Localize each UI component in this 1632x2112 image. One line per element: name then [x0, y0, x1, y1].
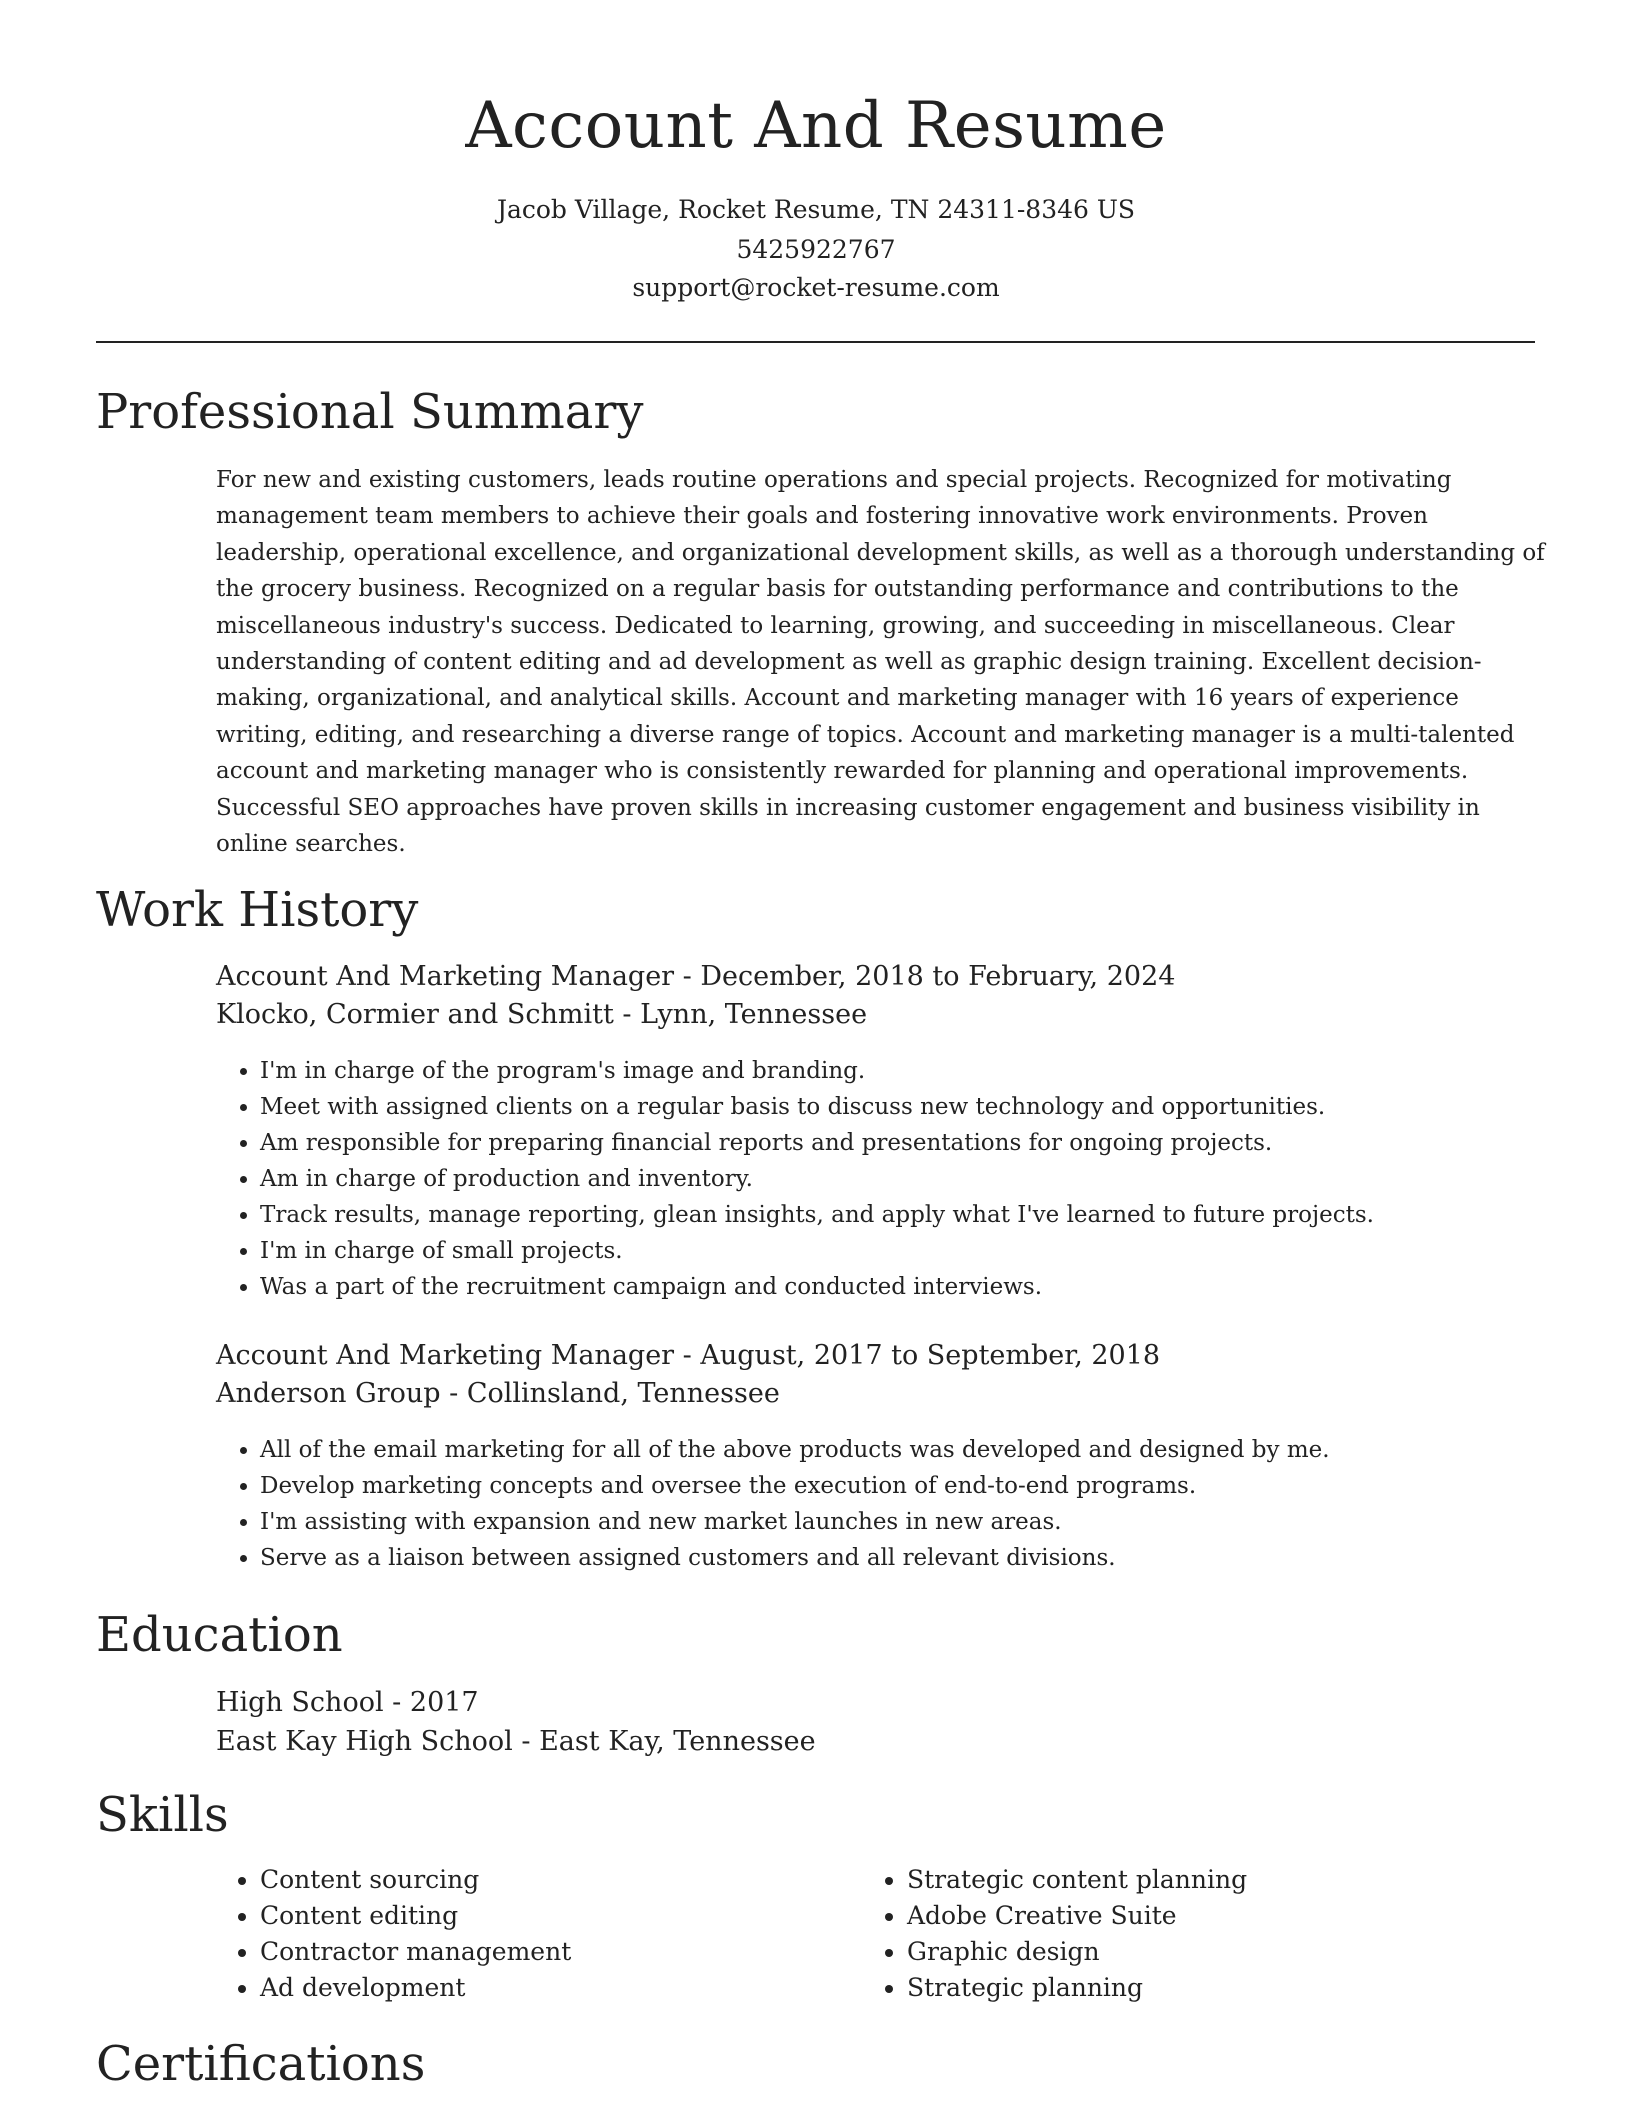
job-title-1: Account And Marketing Manager - December, 2018 to February, 2024	[216, 961, 1176, 992]
section-title-work-history: Work History	[96, 882, 419, 938]
list-item: • Contractor management	[260, 1934, 860, 1970]
education-school: East Kay High School	[216, 1726, 513, 1757]
job-dates: August, 2017 to September, 2018	[700, 1340, 1161, 1371]
list-item: • Content sourcing	[260, 1862, 860, 1898]
list-item: • Strategic content planning	[907, 1862, 1547, 1898]
list-item: • Develop marketing concepts and oversee the execution of end-to-end programs.	[260, 1468, 1560, 1504]
list-item: • Ad development	[260, 1970, 860, 2006]
list-item: • All of the email marketing for all of the above products was developed and designed by me.	[260, 1432, 1560, 1468]
list-item: • Adobe Creative Suite	[907, 1898, 1547, 1934]
job-role: Account And Marketing Manager	[216, 1340, 675, 1371]
contact-address: Jacob Village, Rocket Resume, TN 24311-8346 US	[496, 195, 1136, 224]
section-title-summary: Professional Summary	[96, 384, 644, 440]
section-title-certifications: Certifications	[96, 2036, 426, 2092]
job-company-2: Anderson Group - Collinsland, Tennessee	[216, 1378, 780, 1409]
education-degree-line: High School - 2017	[216, 1687, 479, 1718]
skills-list-right	[863, 1862, 1547, 2006]
job-role: Account And Marketing Manager	[216, 961, 675, 992]
education-school-line: East Kay High School - East Kay, Tennessee	[216, 1726, 816, 1757]
job-employer: Klocko, Cormier and Schmitt	[216, 999, 614, 1030]
list-item: • I'm in charge of the program's image and branding.	[260, 1053, 1560, 1089]
list-item: • Strategic planning	[907, 1970, 1547, 2006]
list-item: • Am responsible for preparing financial reports and presentations for ongoing projects.	[260, 1125, 1560, 1161]
header-divider	[96, 341, 1535, 343]
list-item: • Track results, manage reporting, glean insights, and apply what I've learned to future projects.	[260, 1197, 1560, 1233]
summary-text: For new and existing customers, leads routine operations and special projects. Recognized for motivating management team members to achieve their goals and fostering innovative work environments. Proven leadership, operational excellence, and organizational development skills, as well as a thorough understanding of the grocery business. Recognized on a regular basis for outstanding performance and contributions to the miscellaneous industry's success. Dedicated to learning, growing, and succeeding in miscellaneous. Clear understanding of content editing and ad development as well as graphic design training. Excellent decision-making, organizational, and analytical skills. Account and marketing manager with 16 years of experience writing, editing, and researching a diverse range of topics. Account and marketing manager is a multi-talented account and marketing manager who is consistently rewarded for planning and operational improvements. Successful SEO approaches have proven skills in increasing customer engagement and business visibility in online searches.	[216, 467, 1545, 858]
job-2-duties	[216, 1432, 1560, 1576]
education-year: 2017	[409, 1687, 479, 1718]
job-company-1: Klocko, Cormier and Schmitt - Lynn, Tennessee	[216, 999, 868, 1030]
skills-list-left	[216, 1862, 860, 2006]
job-dates: December, 2018 to February, 2024	[700, 961, 1176, 992]
contact-phone: 5425922767	[736, 235, 896, 264]
resume-name: Account And Resume	[465, 89, 1167, 163]
list-item: • Am in charge of production and inventory.	[260, 1161, 1560, 1197]
job-employer: Anderson Group	[216, 1378, 441, 1409]
list-item: • Serve as a liaison between assigned customers and all relevant divisions.	[260, 1540, 1560, 1576]
list-item: • Was a part of the recruitment campaign and conducted interviews.	[260, 1269, 1560, 1305]
list-item: • Meet with assigned clients on a regular basis to discuss new technology and opportunities.	[260, 1089, 1560, 1125]
section-title-skills: Skills	[96, 1787, 229, 1843]
job-location: Collinsland, Tennessee	[466, 1378, 780, 1409]
list-item: • I'm in charge of small projects.	[260, 1233, 1560, 1269]
job-1-duties	[216, 1053, 1560, 1305]
section-title-education: Education	[96, 1607, 343, 1663]
job-title-2: Account And Marketing Manager - August, 2017 to September, 2018	[216, 1340, 1161, 1371]
education-degree: High School	[216, 1687, 384, 1718]
list-item: • Graphic design	[907, 1934, 1547, 1970]
list-item: • I'm assisting with expansion and new market launches in new areas.	[260, 1504, 1560, 1540]
job-location: Lynn, Tennessee	[640, 999, 868, 1030]
education-location: East Kay, Tennessee	[539, 1726, 816, 1757]
list-item: • Content editing	[260, 1898, 860, 1934]
contact-email: support@rocket-resume.com	[632, 273, 1000, 302]
